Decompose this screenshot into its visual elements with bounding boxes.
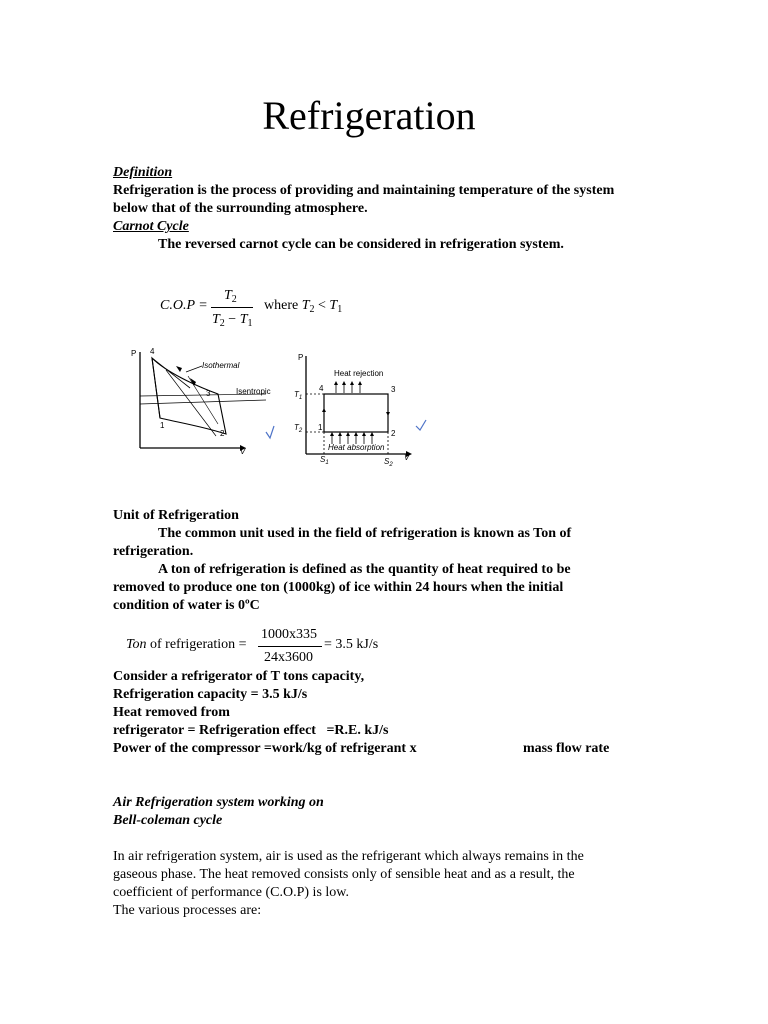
air-heading-line-2: Bell-coleman cycle — [113, 813, 223, 828]
right-label-4: 4 — [319, 384, 324, 393]
right-label-heat-rejection: Heat rejection — [334, 369, 384, 378]
right-label-p: P — [298, 353, 304, 362]
check-mark-2 — [412, 416, 430, 436]
cop-fraction-bar — [211, 307, 253, 308]
page-title: Refrigeration — [262, 93, 476, 138]
right-label-v: V — [404, 453, 410, 462]
definition-text-line-1: Refrigeration is the process of providing and maintaining temperature of the system — [113, 183, 615, 198]
definition-text-line-2: below that of the surrounding atmosphere. — [113, 201, 368, 216]
right-label-t1: $T_1$ — [294, 390, 303, 401]
left-label-isentropic: Isentropic — [236, 387, 271, 396]
ton-lhs: Ton of refrigeration = — [126, 637, 247, 652]
right-label-2: 2 — [391, 429, 396, 438]
unit-p2-line-1: A ton of refrigeration is defined as the quantity of heat required to be — [158, 562, 571, 577]
right-label-1: 1 — [318, 423, 323, 432]
air-text-line-2: gaseous phase. The heat removed consists only of sensible heat and as a result, the — [113, 867, 575, 882]
left-label-1: 1 — [160, 421, 165, 430]
right-label-s2: $S_2$ — [384, 457, 393, 468]
right-label-heat-absorption: Heat absorption — [328, 443, 385, 452]
unit-p1-line-2: refrigeration. — [113, 544, 194, 559]
ton-numerator: 1000x335 — [261, 627, 317, 642]
cop-numerator: $T_2$ — [224, 288, 237, 305]
consider-line-5a: Power of the compressor =work/kg of refrigerant x — [113, 741, 417, 756]
air-text-line-4: The various processes are: — [113, 903, 262, 918]
unit-heading: Unit of Refrigeration — [113, 508, 239, 523]
consider-line-2: Refrigeration capacity = 3.5 kJ/s — [113, 687, 308, 702]
cop-condition: where $T_2 < T_1$ — [264, 298, 343, 315]
left-label-p: P — [131, 349, 137, 358]
air-text-line-1: In air refrigeration system, air is used as the refrigerant which always remains in the — [113, 849, 584, 864]
right-label-s1: $S_1$ — [320, 455, 329, 466]
left-label-isothermal: Isothermal — [202, 361, 240, 370]
ton-fraction-bar — [258, 646, 322, 647]
right-label-t2: $T_2$ — [294, 423, 303, 434]
consider-line-1: Consider a refrigerator of T tons capacity, — [113, 669, 365, 684]
consider-line-4: refrigerator = Refrigeration effect =R.E. kJ/s — [113, 723, 389, 738]
left-label-4: 4 — [150, 347, 155, 356]
cop-lhs: C.O.P = — [160, 298, 208, 313]
right-label-3: 3 — [391, 385, 396, 394]
carnot-text: The reversed carnot cycle can be considered in refrigeration system. — [158, 237, 564, 252]
consider-line-5b: mass flow rate — [523, 741, 610, 756]
carnot-heading: Carnot Cycle — [113, 219, 189, 234]
air-heading-line-1: Air Refrigeration system working on — [113, 795, 324, 810]
consider-line-3: Heat removed from — [113, 705, 230, 720]
left-label-3: 3 — [206, 389, 211, 398]
check-mark-1 — [262, 422, 280, 442]
cop-denominator: $T_2 - T_1$ — [212, 312, 253, 329]
unit-p1-line-1: The common unit used in the field of refrigeration is known as Ton of — [158, 526, 572, 541]
left-label-v: V — [240, 447, 246, 456]
unit-p2-line-2: removed to produce one ton (1000kg) of ice within 24 hours when the initial — [113, 580, 564, 595]
unit-p2-line-3: condition of water is 0ºC — [113, 598, 260, 613]
left-label-2: 2 — [220, 429, 225, 438]
definition-heading: Definition — [113, 165, 173, 180]
ton-denominator: 24x3600 — [264, 650, 313, 665]
ts-diagram-carnot — [292, 350, 432, 468]
air-text-line-3: coefficient of performance (C.O.P) is low. — [113, 885, 349, 900]
ton-rhs: = 3.5 kJ/s — [324, 637, 379, 652]
